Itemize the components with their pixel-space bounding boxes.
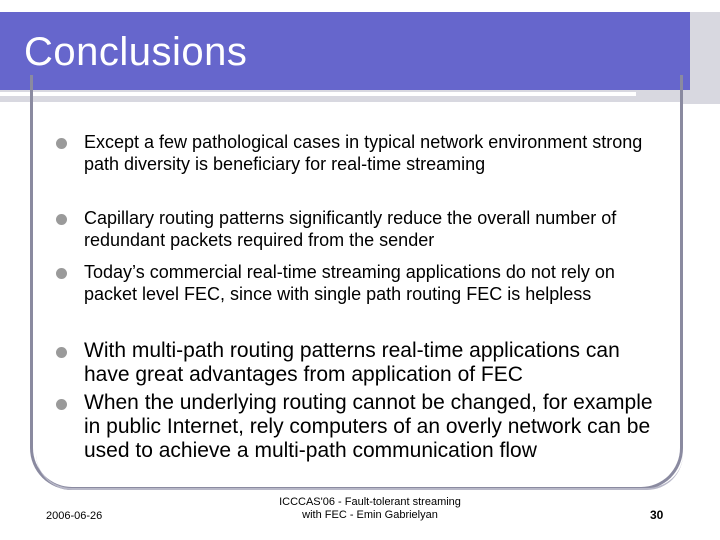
bullet-text: Capillary routing patterns significantly reduce the overall number of redundant packets required from the sender xyxy=(84,208,617,250)
slide-title: Conclusions xyxy=(24,30,248,74)
bullet-dot-icon xyxy=(56,138,67,149)
footer-caption-line1: ICCCAS'06 - Fault-tolerant streaming xyxy=(279,496,461,508)
footer-date: 2006-06-26 xyxy=(46,510,103,522)
bullet-dot-icon xyxy=(56,399,67,410)
bullet-dot-icon xyxy=(56,347,67,358)
page-number: 30 xyxy=(650,508,664,522)
bullet-text: Except a few pathological cases in typical network environment strong path diversity is beneficiary for real-time streaming xyxy=(84,132,643,174)
bullet-dot-icon xyxy=(56,214,67,225)
footer-caption-line2: with FEC - Emin Gabrielyan xyxy=(302,509,438,521)
bullet-text: With multi-path routing patterns real-time applications can have great advantages from application of FEC xyxy=(84,339,620,386)
bullet-text: Today’s commercial real-time streaming applications do not rely on packet level FEC, since with single path routing FEC is helpless xyxy=(84,262,615,304)
bullet-dot-icon xyxy=(56,268,67,279)
bullet-text: When the underlying routing cannot be changed, for example in public Internet, rely computers of an overly network can be used to achieve a multi-path communication flow xyxy=(84,391,653,462)
footer-caption xyxy=(240,496,500,522)
